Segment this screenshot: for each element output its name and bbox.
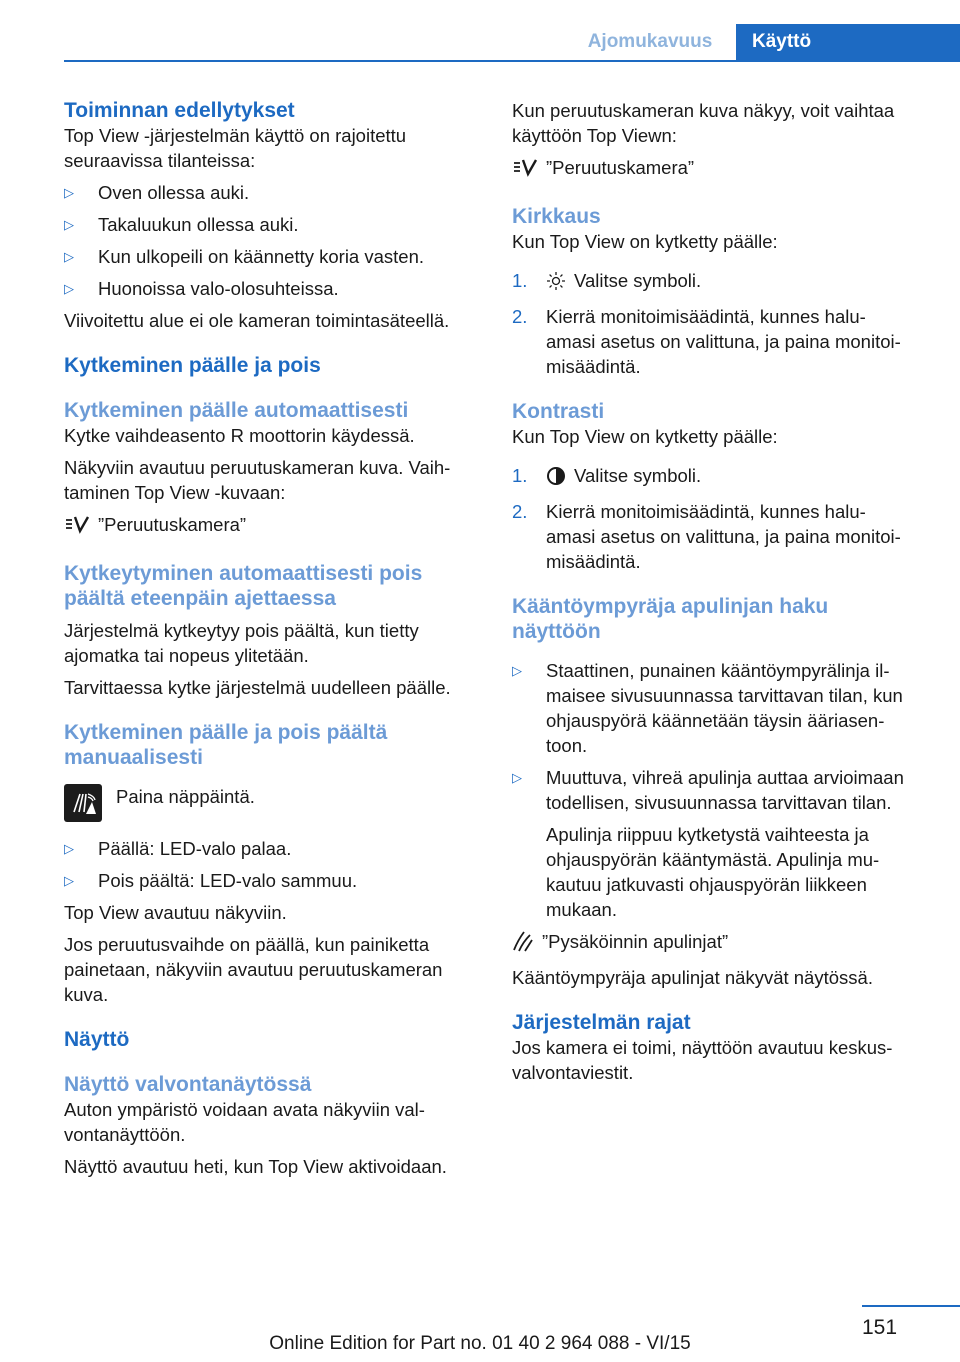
tab-ajomukavuus[interactable]: Ajomukavuus xyxy=(587,31,713,52)
tab-kaytto[interactable]: Käyttö xyxy=(736,24,960,60)
subheading-kaantoympyra: Kääntöympyräja apulinjan haku näyttöön xyxy=(512,595,829,643)
heading-naytto: Näyttö xyxy=(64,1028,130,1051)
triangle-bullet-icon: ▷ xyxy=(64,841,74,856)
paragraph: Kytke vaihdeasento R moottorin käydessä. xyxy=(64,425,415,446)
contrast-icon xyxy=(546,466,566,492)
button-instruction-text: Paina näppäintä. xyxy=(116,786,255,807)
list-item-continuation: Apulinja riippuu kytketystä vaihteesta ja ohjauspyörän kääntymästä. Apulinja mu- kautuu jatkuvasti ohjauspyörän liikkeen mukaan. xyxy=(546,824,880,920)
paragraph: Auton ympäristö voidaan avata näkyviin val- vontanäyttöön. xyxy=(64,1099,425,1145)
triangle-bullet-icon: ▷ xyxy=(64,249,74,264)
list-item: ▷ Huonoissa valo-olosuhteissa. xyxy=(64,278,339,299)
top-view-button-icon xyxy=(64,784,102,822)
triangle-bullet-icon: ▷ xyxy=(64,217,74,232)
heading-jarjestelman-rajat: Järjestelmän rajat xyxy=(512,1011,691,1034)
triangle-bullet-icon: ▷ xyxy=(512,770,522,785)
right-column xyxy=(512,98,932,1085)
list-item: ▷ Päällä: LED-valo palaa. xyxy=(64,838,292,859)
paragraph: Kun Top View on kytketty päälle: xyxy=(512,426,778,447)
paragraph: Jos peruutusvaihde on päällä, kun painiketta painetaan, näkyviin avautuu peruutuskameran kuva. xyxy=(64,934,443,1005)
triangle-bullet-icon: ▷ xyxy=(64,281,74,296)
header-rule xyxy=(64,60,960,62)
triangle-bullet-icon: ▷ xyxy=(64,873,74,888)
list-item: 2. Kierrä monitoimisäädintä, kunnes halu- amasi asetus on valittuna, ja paina monitoi- misäädintä. xyxy=(512,306,901,377)
subheading-pois-paalta: Kytkeytyminen automaattisesti pois päältä eteenpäin ajettaessa xyxy=(64,562,423,610)
paragraph: Näyttö avautuu heti, kun Top View aktivoidaan. xyxy=(64,1156,447,1177)
list-item: 2. Kierrä monitoimisäädintä, kunnes halu- amasi asetus on valittuna, ja paina monitoi- misäädintä. xyxy=(512,501,901,572)
list-item: ▷ Muuttuva, vihreä apulinja auttaa arvioimaan todellisen, sivusuunnassa tarvittavan tilan. xyxy=(512,767,904,813)
list-item: 1. Valitse symboli. xyxy=(512,463,932,492)
paragraph: Kun peruutuskameran kuva näkyy, voit vaihtaa käyttöön Top Viewn: xyxy=(512,100,895,146)
icon-line-peruutuskamera: ”Peruutuskamera” xyxy=(512,155,932,184)
icon-line-peruutuskamera: ”Peruutuskamera” xyxy=(64,512,480,541)
list-item: ▷ Takaluukun ollessa auki. xyxy=(64,214,299,235)
left-column xyxy=(64,98,480,1179)
triangle-bullet-icon: ▷ xyxy=(512,663,522,678)
paragraph: Viivoitettu alue ei ole kameran toimintasäteellä. xyxy=(64,310,450,331)
reverse-camera-icon xyxy=(64,513,90,541)
heading-kytkeminen-paalle-ja-pois: Kytkeminen päälle ja pois xyxy=(64,354,321,377)
paragraph: Näkyviin avautuu peruutuskameran kuva. Vaih- taminen Top View -kuvaan: xyxy=(64,457,451,503)
subheading-kontrasti: Kontrasti xyxy=(512,400,605,423)
subheading-automaattisesti: Kytkeminen päälle automaattisesti xyxy=(64,399,409,422)
triangle-bullet-icon: ▷ xyxy=(64,185,74,200)
icon-line-pysakointi: ”Pysäköinnin apulinjat” xyxy=(512,929,932,958)
list-item: ▷ Oven ollessa auki. xyxy=(64,182,250,203)
heading-toiminnan-edellytykset: Toiminnan edellytykset xyxy=(64,99,295,122)
brightness-icon xyxy=(546,271,566,297)
paragraph: Järjestelmä kytkeytyy pois päältä, kun tietty ajomatka tai nopeus ylitetään. xyxy=(64,620,419,666)
reverse-camera-icon xyxy=(512,156,538,184)
header-tabs xyxy=(564,24,960,60)
button-instruction xyxy=(64,784,480,822)
parking-guide-lines-icon xyxy=(512,930,534,958)
subheading-kirkkaus: Kirkkaus xyxy=(512,205,601,228)
paragraph: Kääntöympyräja apulinjat näkyvät näytössä. xyxy=(512,967,873,988)
page-number: 151 xyxy=(862,1316,898,1339)
paragraph: Tarvittaessa kytke järjestelmä uudelleen päälle. xyxy=(64,677,451,698)
subheading-manuaalisesti: Kytkeminen päälle ja pois päältä manuaalisesti xyxy=(64,721,388,769)
footer-rule xyxy=(862,1305,960,1307)
subheading-naytto-valvontanaytossa: Näyttö valvontanäytössä xyxy=(64,1073,312,1096)
list-item: 1. Valitse symboli. xyxy=(512,268,932,297)
edition-footer: Online Edition for Part no. 01 40 2 964 088 - VI/15 xyxy=(269,1333,691,1354)
paragraph: Top View avautuu näkyviin. xyxy=(64,902,287,923)
list-item: ▷ Kun ulkopeili on käännetty koria vasten. xyxy=(64,246,425,267)
list-item: ▷ Staattinen, punainen kääntöympyrälinja il- maisee sivusuunnassa tarvittavan tilan, kun ohjauspyörä käännetään täysin ääriasen- toon. xyxy=(512,660,903,756)
paragraph: Top View -järjestelmän käyttö on rajoitettu seuraavissa tilanteissa: xyxy=(64,125,407,171)
list-item: ▷ Pois päältä: LED-valo sammuu. xyxy=(64,870,358,891)
paragraph: Kun Top View on kytketty päälle: xyxy=(512,231,778,252)
paragraph: Jos kamera ei toimi, näyttöön avautuu keskus- valvontaviestit. xyxy=(512,1037,893,1083)
